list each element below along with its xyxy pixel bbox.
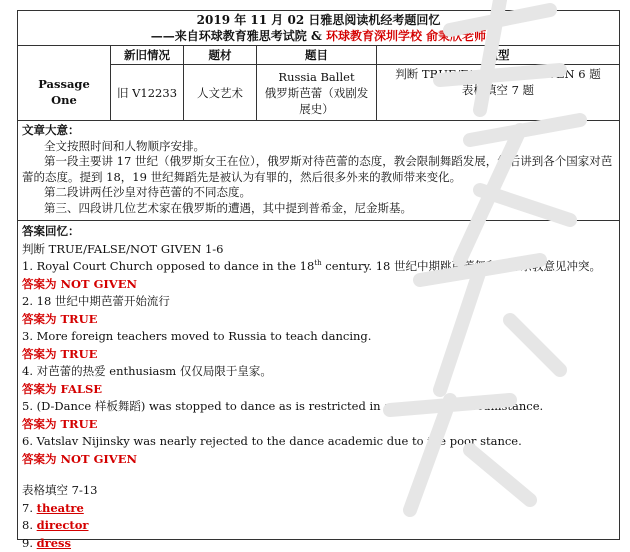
summary-paragraph: 第三、四段讲几位艺术家在俄罗斯的遭遇，其中提到普希金，尼金斯基。 [22,201,615,217]
teacher-name: 环球教育深圳学校 俞秉欣老师 [326,29,486,43]
answer-1: 答案为 NOT GIVEN [22,276,615,294]
question-4: 4. 对芭蕾的热爱 enthusiasm 仅仅局限于皇家。 [22,363,615,381]
question-1: 1. Royal Court Church opposed to dance in the 18th century. 18 世纪中期跳芭蕾舞和官方宗教意见冲突。 [22,258,615,276]
question-6: 6. Vatslav Nijinsky was nearly rejected to the dance academic due to the poor stance. [22,433,615,451]
col-title-header: 题目 [257,46,377,65]
topic-cell: 人文艺术 [184,65,257,121]
question-5: 5. (D-Dance 样板舞蹈) was stopped to dance as is restricted in an academic circumstance. [22,398,615,416]
question-type-cell: 判断 TRUE/FALSE/NOT GIVEN 6 题 表格填空 7 题 [377,65,620,121]
header-table [17,10,620,121]
answers-heading: 答案回忆： [22,223,615,241]
answer-5: 答案为 TRUE [22,416,615,434]
question-2: 2. 18 世纪中期芭蕾开始流行 [22,293,615,311]
col-topic-header: 题材 [184,46,257,65]
summary-paragraph: 全文按照时间和人物顺序安排。 [22,139,615,155]
answer-3: 答案为 TRUE [22,346,615,364]
summary-section [17,121,620,221]
fill-answer-8: 8. director [22,517,615,535]
answers-section [17,221,620,540]
col-type-header: 题型 [377,46,620,65]
answer-6: 答案为 NOT GIVEN [22,451,615,469]
answer-2: 答案为 TRUE [22,311,615,329]
document-page [17,10,620,540]
title-line-2: ——来自环球教育雅思考试院 & 环球教育深圳学校 俞秉欣老师 [21,28,616,44]
question-3: 3. More foreign teachers moved to Russia to teach dancing. [22,328,615,346]
title-line-1: 2019 年 11 月 02 日雅思阅读机经考题回忆 [21,12,616,28]
summary-paragraph: 第二段讲两任沙皇对待芭蕾的不同态度。 [22,185,615,201]
passage-label: Passage One [18,65,111,121]
section1-title: 判断 TRUE/FALSE/NOT GIVEN 1-6 [22,241,615,259]
section2-title: 表格填空 7-13 [22,482,615,500]
document-title [18,11,620,46]
summary-paragraph: 第一段主要讲 17 世纪（俄罗斯女王在位），俄罗斯对待芭蕾的态度，教会限制舞蹈发展，然后讲到各个国家对芭蕾的态度。提到 18，19 世纪舞蹈先是被认为有罪的，然后很多外来的教师带来变化。 [22,154,615,185]
fill-answer-7: 7. theatre [22,500,615,518]
status-cell: 旧 V12233 [111,65,184,121]
fill-answer-9: 9. dress [22,535,615,552]
col-status-header: 新旧情况 [111,46,184,65]
question-title-cell: Russia Ballet 俄罗斯芭蕾（戏剧发展史） [257,65,377,121]
answer-4: 答案为 FALSE [22,381,615,399]
summary-heading: 文章大意： [22,123,615,139]
